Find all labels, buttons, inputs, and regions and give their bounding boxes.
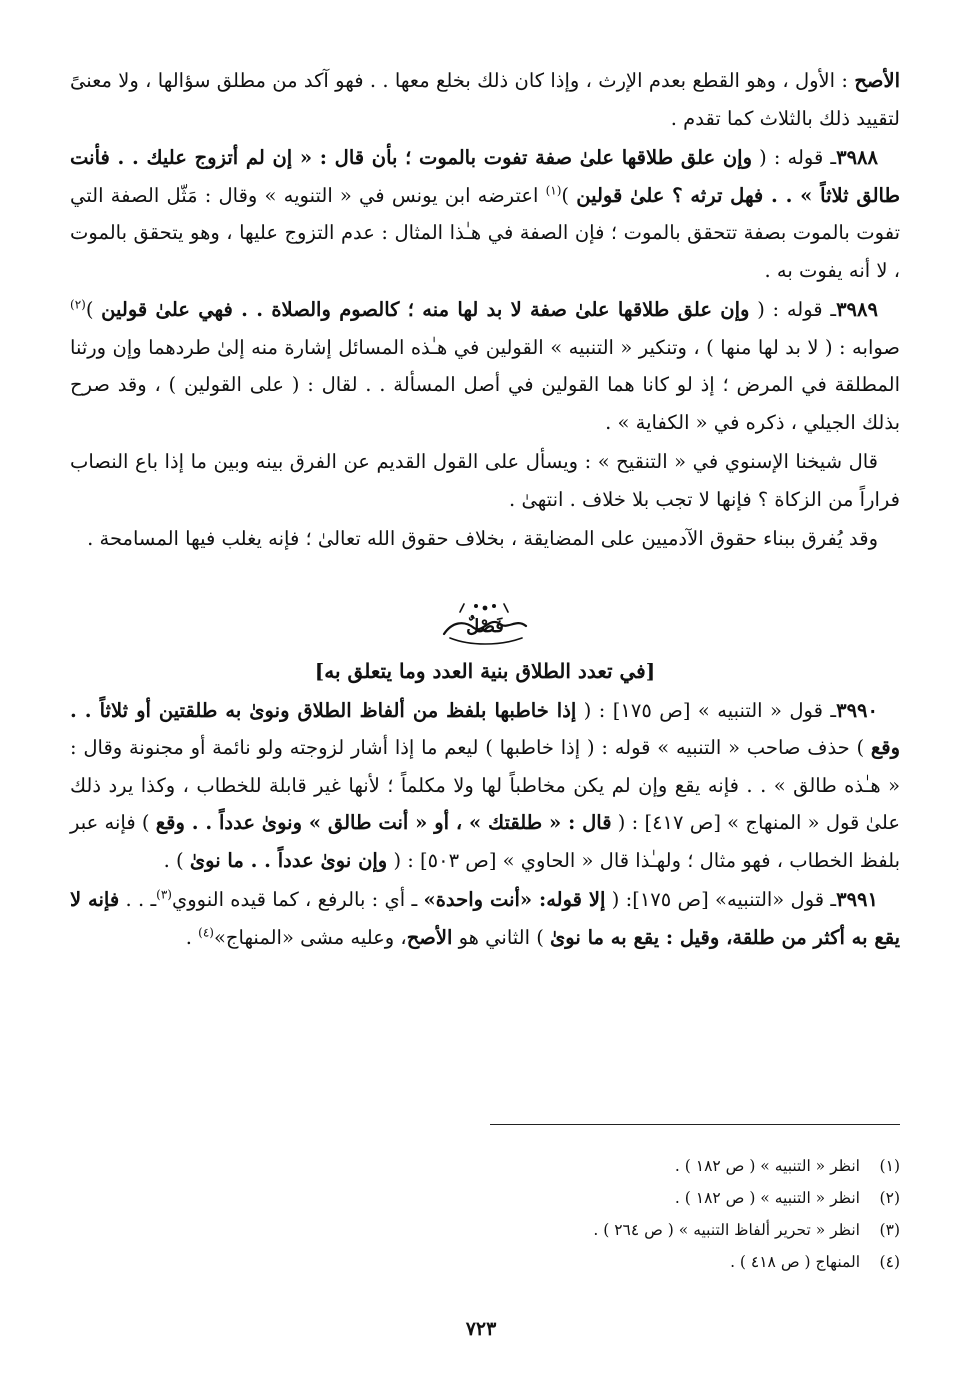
text-segment: ـ أي : بالرفع ، كما قيده النووي [171, 888, 418, 911]
footnote-ref-2[interactable]: (٢) [70, 297, 86, 312]
paragraph-isnawi: قال شيخنا الإسنوي في « التنقيح » : ويسأل على القول القديم عن الفرق بينه وبين ما إذا باع النصاب فراراً من الزكاة ؟ فإنها لا تجب بلا خلاف . انتهىٰ . [70, 450, 900, 511]
text-segment: ـ قوله : ( [759, 146, 837, 169]
footnote-3 [120, 1214, 900, 1246]
paragraph-3988 [70, 139, 900, 289]
paragraph-3989 [70, 291, 900, 441]
paragraph-1 [70, 62, 900, 137]
paragraph-distinction: وقد يُفرق ببناء حقوق الآدميين على المضايقة ، بخلاف حقوق الله تعالىٰ ؛ فإنه يغلب فيها المسامحة . [87, 527, 878, 550]
issue-number: ٣٩٨٨ [836, 146, 878, 169]
fasl-ornament [70, 594, 900, 652]
text-segment: ) [85, 298, 94, 321]
text-segment: ـ قول « التنبيه » [ص ١٧٥] : ( [583, 698, 837, 722]
bold-word: الأصح [406, 925, 453, 949]
footnote-ref-4[interactable]: (٤) [198, 925, 214, 939]
footnote-text: انظر « التنبيه » ( ص ١٨٢ ) . [674, 1157, 860, 1175]
quoted-text: إذا خاطبها بلفظ من ألفاظ الطلاق ونوىٰ به طلقتين أو ثلاثاً . . وقع [70, 698, 900, 759]
footnote-4 [120, 1246, 900, 1278]
section-title: [في تعدد الطلاق بنية العدد وما يتعلق به] [314, 658, 656, 683]
page-body [70, 62, 900, 956]
quoted-text: وإن علق طلاقها علىٰ صفة تفوت بالموت ؛ بأن قال : « إن لم أتزوج عليك . . فأنت طالق ثلاثاً » . . فهل ترثه ؟ علىٰ قولين [70, 146, 901, 207]
issue-number: ٣٩٩٠ [836, 698, 878, 722]
text-segment: ) حذف صاحب « التنبيه » قوله : ( إذا خاطبها ) ليعم ما إذا أشار لزوجته ولو نائمة أو مجنونة وقال : « هـٰذه طالق » . . فإنه يقع وإن لم يكن مخاطباً لها ولا مكلماً ؛ لأنها غير قابلة للخطاب ، وكذا يرد ذلك علىٰ قول « المنهاج » [ص ٤١٧] : ( [70, 736, 900, 834]
fasl-word: فَصْلٌ [466, 615, 504, 637]
text-segment: ـ . . [125, 888, 157, 911]
footnote-text: انظر « التنبيه » ( ص ١٨٢ ) . [674, 1189, 860, 1207]
quoted-text: وإن نوىٰ عدداً . . ما نوىٰ [189, 848, 388, 872]
page-number: ٧٢٣ [465, 1318, 497, 1340]
text-segment: ) . [163, 848, 184, 872]
lead-word: الأصح [854, 69, 900, 92]
quoted-text: إلا قوله: «أنت واحدة» [423, 888, 606, 911]
footnote-2 [120, 1182, 900, 1214]
footnote-1 [120, 1150, 900, 1182]
footnote-ref-3[interactable]: (٣) [156, 887, 172, 902]
footnote-text: انظر « تحرير ألفاظ التنبيه » ( ص ٢٦٤ ) . [593, 1221, 860, 1239]
footnote-text: المنهاج ( ص ٤١٨ ) . [730, 1253, 860, 1271]
text-segment: ) [561, 183, 570, 207]
paragraph-text: : الأول ، وهو القطع بعدم الإرث ، وإذا كان ذلك بخلع معها . . فهو آكد من مطلق سؤالها ، ولا معنىً لتقييد ذلك بالثلاث كما تقدم . [70, 69, 900, 130]
fasl-calligraphy-icon [430, 594, 540, 652]
quoted-text: وإن علق طلاقها علىٰ صفة لا بد لها منه ؛ كالصوم والصلاة . . فهي علىٰ قولين [101, 298, 750, 321]
quoted-text: فإنه لا يقع به أكثر من طلقة، وقيل : يقع به ما نوىٰ [70, 888, 900, 949]
issue-number: ٣٩٨٩ [836, 298, 878, 321]
paragraph-3990 [70, 692, 900, 880]
text-segment: اعترضه ابن يونس في « التنويه » وقال : مَثّل الصفة التي تفوت بالموت بصفة تتحقق بالموت ؛ فإن الصفة في هـٰذا المثال : عدم التزوج عليها ، وهو يتحقق بالموت ، لا أنه يفوت به . [70, 183, 900, 282]
issue-number: ٣٩٩١ [836, 888, 879, 911]
footnote-number: (٣) [879, 1221, 900, 1239]
text-segment: ـ قوله : ( [757, 298, 837, 321]
text-segment: ، وعليه مشى «المنهاج» [213, 925, 407, 949]
footnote-number: (١) [879, 1157, 900, 1175]
footnotes [120, 1150, 900, 1278]
text-segment: صوابه : ( لا بد لها منها ) ، وتنكير « التنبيه » القولين في هـٰذه المسائل إشارة منه إلىٰ طردهما وإن ورثنا المطلقة في المرض ؛ إذ لو كانا هما القولين في أصل المسألة . . لقال : ( على القولين ) ، وقد صرح بذلك الجيلي ، ذكره في « الكفاية » . [70, 335, 900, 434]
footnote-number: (٤) [879, 1253, 900, 1271]
footnote-ref-1[interactable]: (١) [545, 183, 562, 197]
text-segment: ـ قول «التنبيه» [ص ١٧٥]: ( [611, 888, 837, 911]
footnote-number: (٢) [879, 1189, 900, 1207]
footnote-divider [490, 1124, 900, 1125]
text-segment: . [185, 925, 192, 949]
quoted-text: قال : « طلقتك » ، أو « أنت طالق » ونوىٰ عدداً . . وقع [155, 811, 612, 834]
text-segment: ) فإنه عبر بلفظ الخطاب ، فهو مثال ؛ ولهـٰذا قال « الحاوي » [ص ٥٠٣] : ( [70, 811, 900, 872]
text-segment: ) الثاني هو [458, 925, 544, 949]
paragraph-3991 [70, 881, 900, 956]
